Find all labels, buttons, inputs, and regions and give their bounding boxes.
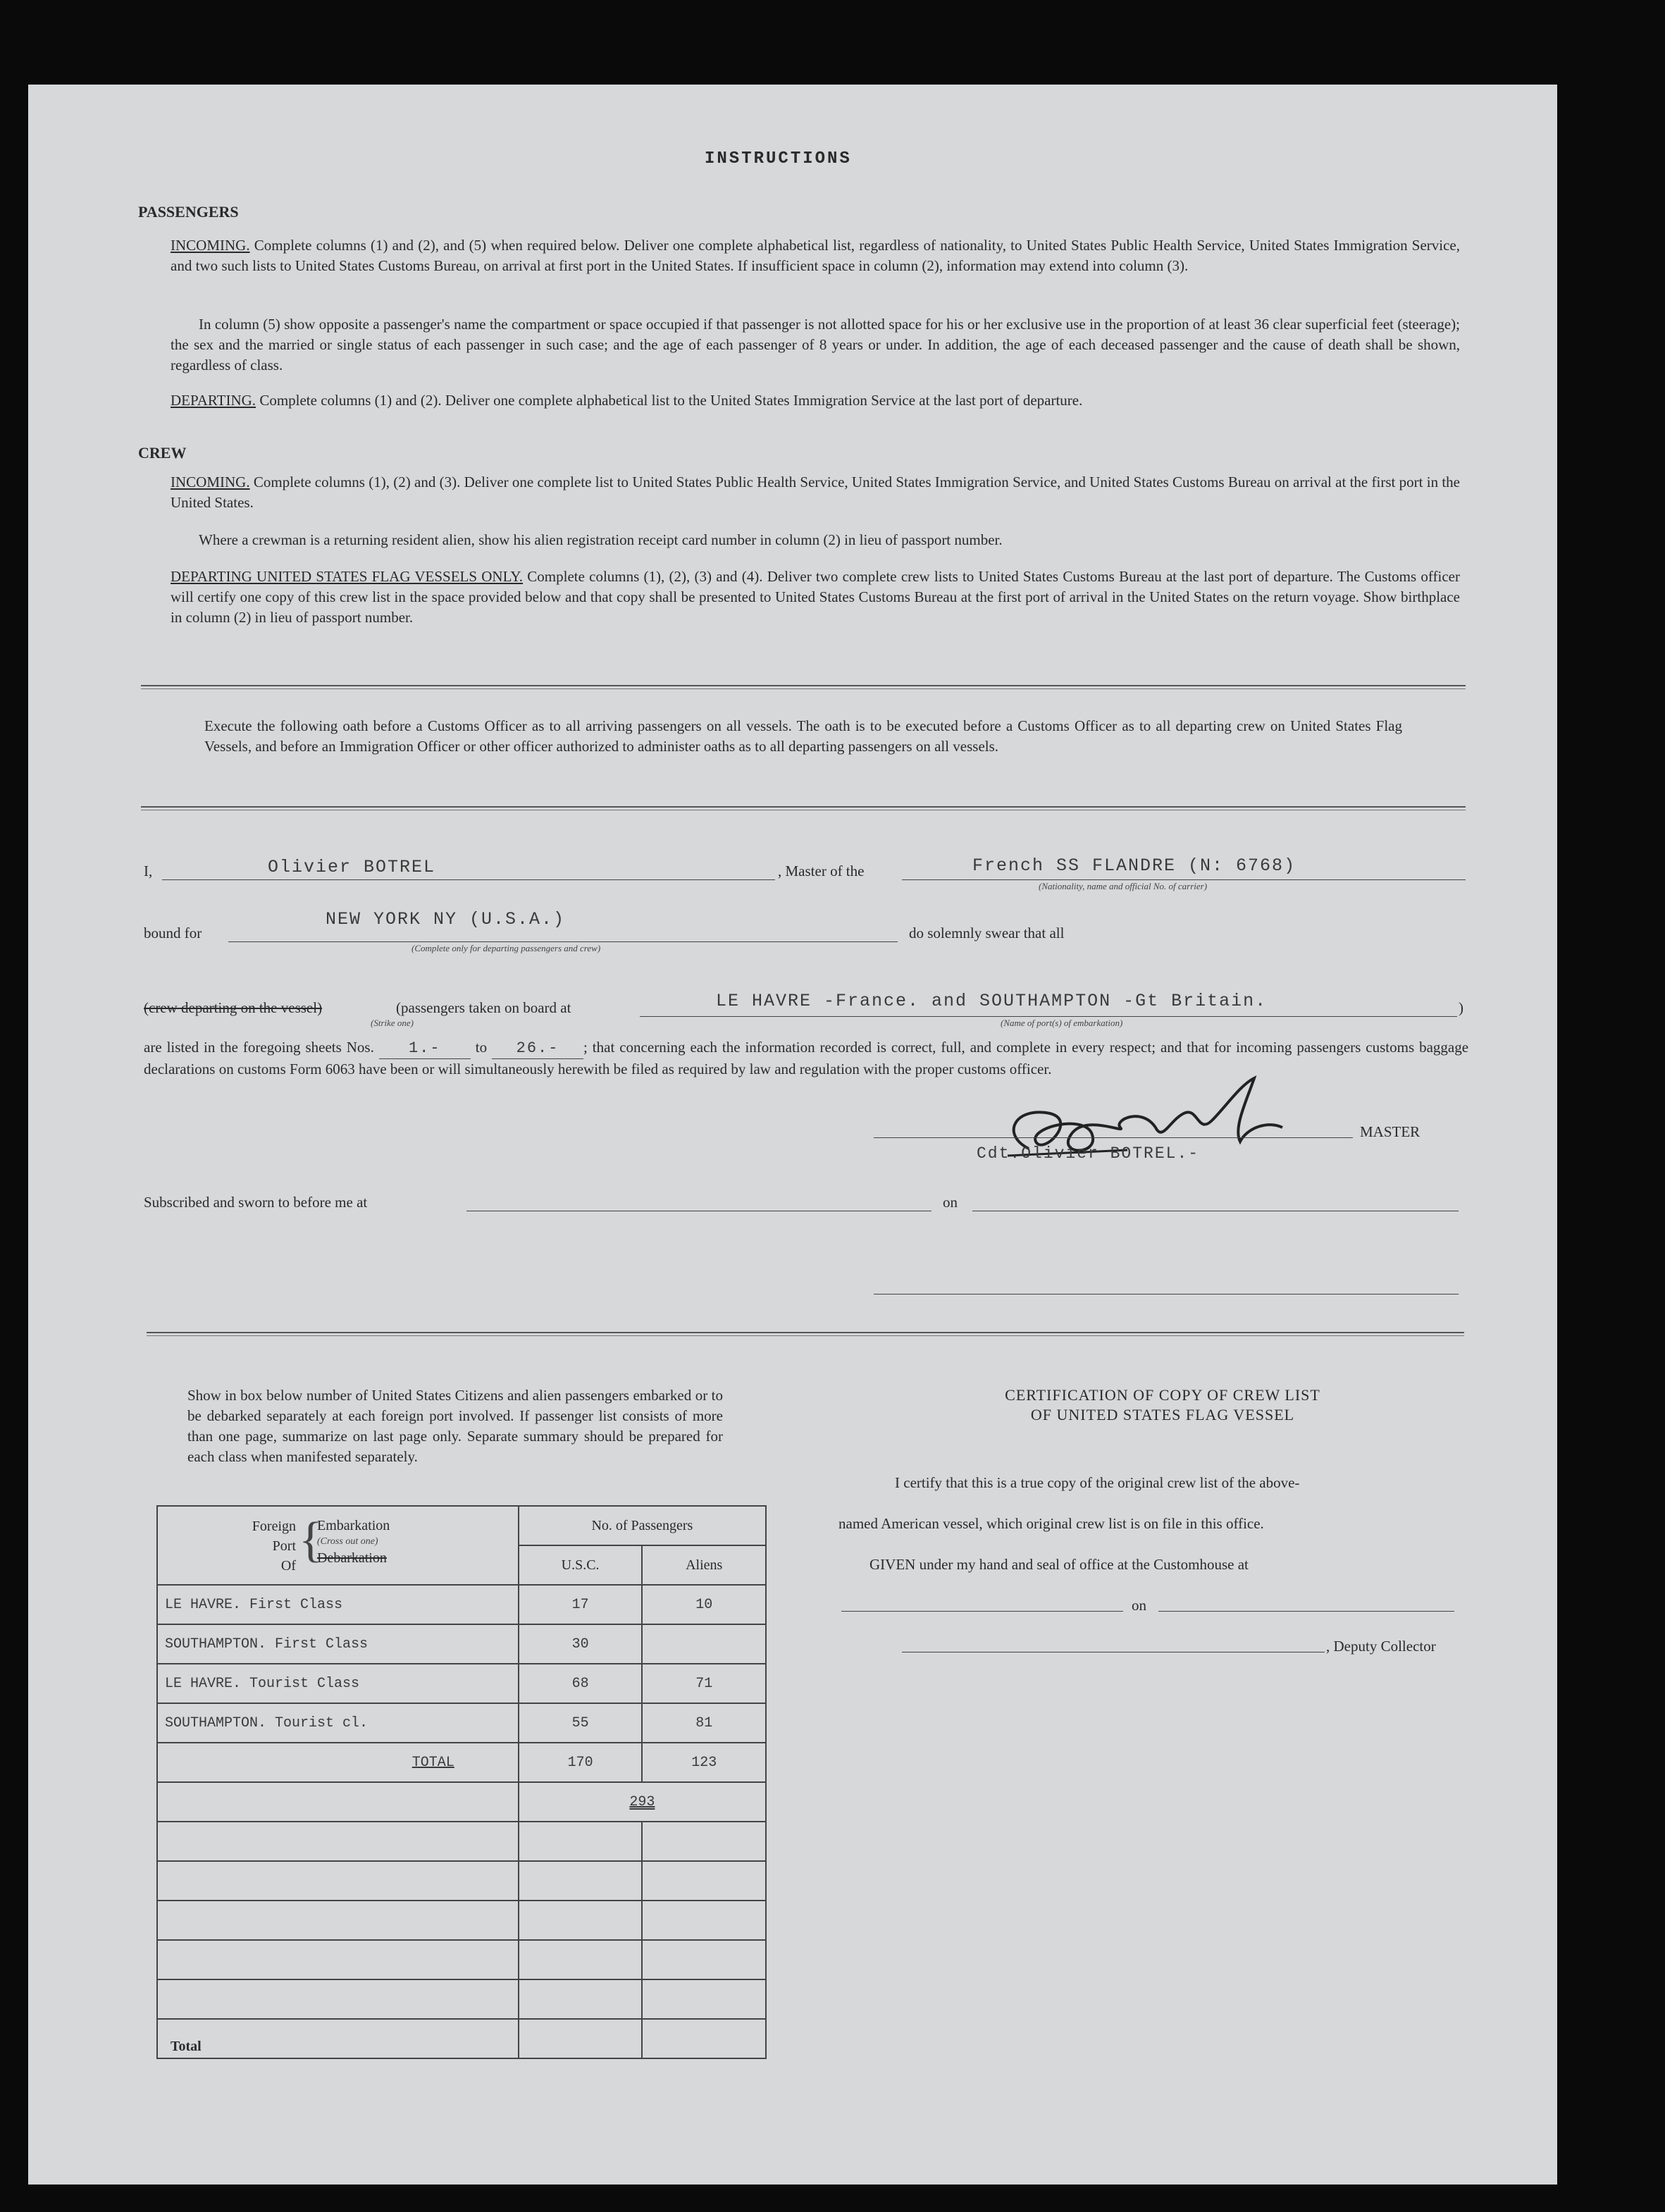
passengers-heading: PASSENGERS (138, 203, 239, 221)
signed-name: Cdt.Olivier BOTREL.- (977, 1144, 1200, 1163)
empty-cell (157, 1782, 519, 1822)
master-label: MASTER (1360, 1123, 1420, 1140)
subscribed-label: Subscribed and sworn to before me at (144, 1194, 368, 1211)
bound-for-label: bound for (144, 925, 202, 941)
header-of: Of (280, 1558, 296, 1574)
sheets-rest: ; that concerning each the information recorded is correct, full, and complete in every respect; and that for incoming passengers customs baggage declarations on customs Form 6063 have been or will simultaneously herewith be filed as required by law and regulation with the proper customs officer. (144, 1039, 1469, 1077)
row-aliens: 71 (642, 1664, 766, 1703)
certification-title-line1: CERTIFICATION OF COPY OF CREW LIST (1005, 1386, 1320, 1404)
crew-departing (171, 567, 1460, 628)
passengers-departing (171, 390, 1460, 411)
divider (141, 806, 1466, 810)
port-header-cell (157, 1506, 519, 1585)
close-paren: ) (1459, 999, 1463, 1016)
total-aliens: 123 (642, 1743, 766, 1782)
certification-title-line2: OF UNITED STATES FLAG VESSEL (1030, 1406, 1295, 1423)
crew-departing-label: (crew departing on the vessel) (144, 999, 323, 1016)
row-aliens: 10 (642, 1585, 766, 1624)
grand-total: 293 (519, 1782, 766, 1822)
row-port: SOUTHAMPTON. Tourist cl. (157, 1703, 519, 1743)
certification-date-line (1158, 1611, 1454, 1612)
officer-signature-line (874, 1294, 1459, 1295)
certification-line1: I certify that this is a true copy of the original crew list of the above- (895, 1474, 1300, 1491)
certification-title (853, 1385, 1473, 1425)
destination: NEW YORK NY (U.S.A.) (326, 909, 566, 929)
embarkation-line (640, 1016, 1457, 1017)
swear-label: do solemnly swear that all (909, 925, 1065, 941)
customhouse-line (841, 1611, 1123, 1612)
vessel-caption: (Nationality, name and official No. of carrier) (1039, 881, 1208, 891)
passengers-departing-text: Complete columns (1) and (2). Deliver one complete alphabetical list to the United States Immigration Service at the last port of departure. (259, 392, 1083, 409)
crew-resident-text: Where a crewman is a returning resident alien, show his alien registration receipt card number in column (2) in lieu of passport number. (199, 531, 1003, 548)
footer-total-label: Total (157, 2019, 519, 2058)
vessel-line (902, 879, 1466, 880)
row-usc: 17 (519, 1585, 643, 1624)
empty-cell (642, 1861, 766, 1901)
crew-heading: CREW (138, 444, 187, 462)
empty-cell (157, 1861, 519, 1901)
row-usc: 68 (519, 1664, 643, 1703)
empty-cell (157, 1822, 519, 1861)
passengers-column5-text: In column (5) show opposite a passenger's name the compartment or space occupied if that passenger is not allotted space for his or her exclusive use in the proportion of at least 36 clear superficial feet (steerage); the sex and the married or single status of each passenger in such case; and the age of each passenger of 8 years or under. In addition, the age of each deceased passenger and the cause of death shall be shown, regardless of class. (171, 316, 1460, 373)
passengers-incoming-label: INCOMING. (171, 237, 250, 254)
row-port: SOUTHAMPTON. First Class (157, 1624, 519, 1664)
total-usc: 170 (519, 1743, 643, 1782)
empty-cell (642, 2019, 766, 2058)
certification-line2: named American vessel, which original crew list is on file in this office. (838, 1515, 1264, 1532)
empty-cell (157, 1901, 519, 1940)
crew-departing-text: Complete columns (1), (2), (3) and (4). Deliver two complete crew lists to United States Customs Bureau at the last port of departure. The Customs officer will certify one copy of this crew list in the space provided below and that copy shall be presented to United States Customs Bureau at the first port of arrival in the United States on the return voyage. Show birthplace in column (2) in lieu of passport number. (171, 568, 1460, 626)
oath-i-label: I, (144, 863, 153, 879)
row-aliens (642, 1624, 766, 1664)
header-port: Port (272, 1538, 296, 1554)
empty-cell (519, 1861, 643, 1901)
row-usc: 55 (519, 1703, 643, 1743)
crew-incoming-text: Complete columns (1), (2) and (3). Deliver one complete list to United States Public Health Service, United States Immigration Service, and United States Customs Bureau on arrival at the first port in the United States. (171, 474, 1461, 511)
embarkation-caption: (Name of port(s) of embarkation) (1001, 1018, 1123, 1028)
row-usc: 30 (519, 1624, 643, 1664)
master-of-label: , Master of the (778, 863, 865, 879)
no-passengers-header: No. of Passengers (519, 1506, 766, 1545)
empty-cell (519, 1979, 643, 2019)
row-port: LE HAVRE. First Class (157, 1585, 519, 1624)
header-embarkation: Embarkation (317, 1518, 390, 1533)
total-label: TOTAL (157, 1743, 519, 1782)
crew-incoming-label: INCOMING. (171, 474, 250, 490)
destination-line (228, 941, 898, 942)
divider (141, 685, 1466, 689)
passengers-incoming-text: Complete columns (1) and (2), and (5) when required below. Deliver one complete alphabetical list, regardless of nationality, to United States Public Health Service, United States Immigration Service, and two such lists to United States Customs Bureau, on arrival at first port in the United States. If insufficient space in column (2), information may extend into column (3). (171, 237, 1460, 274)
deputy-collector-label: , Deputy Collector (1326, 1638, 1436, 1655)
strike-one-caption: (Strike one) (371, 1018, 414, 1028)
aliens-header: Aliens (642, 1545, 766, 1585)
empty-cell (157, 1940, 519, 1979)
passengers-departing-label: DEPARTING. (171, 392, 256, 409)
empty-cell (519, 1901, 643, 1940)
row-port: LE HAVRE. Tourist Class (157, 1664, 519, 1703)
passengers-incoming (171, 235, 1460, 276)
page-title: INSTRUCTIONS (705, 149, 852, 168)
row-aliens: 81 (642, 1703, 766, 1743)
empty-cell (519, 1940, 643, 1979)
document-page (28, 85, 1557, 2185)
master-name-line (162, 879, 775, 880)
passenger-summary-table (156, 1505, 767, 2059)
sheet-to: 26.- (492, 1038, 583, 1059)
empty-cell (642, 1901, 766, 1940)
empty-cell (157, 1979, 519, 2019)
crew-incoming (171, 472, 1460, 513)
empty-cell (642, 1940, 766, 1979)
passengers-taken-label: (passengers taken on board at (396, 999, 571, 1016)
subscribed-on-label: on (943, 1194, 958, 1211)
to-label: to (475, 1039, 488, 1056)
header-cross-out: (Cross out one) (317, 1536, 378, 1547)
header-debarkation: Debarkation (317, 1550, 387, 1566)
certification-on-label: on (1132, 1597, 1146, 1614)
summary-instruction: Show in box below number of United States Citizens and alien passengers embarked or to be debarked separately at each foreign port involved. If passenger list consists of more than one page, summarize on last page only. Separate summary should be prepared for each class when manifested separately. (187, 1387, 723, 1465)
header-foreign: Foreign (252, 1519, 296, 1534)
empty-cell (519, 2019, 643, 2058)
divider (147, 1332, 1464, 1336)
empty-cell (642, 1822, 766, 1861)
certification-line3: GIVEN under my hand and seal of office at the Customhouse at (869, 1556, 1249, 1573)
empty-cell (519, 1822, 643, 1861)
sheets-label: are listed in the foregoing sheets Nos. (144, 1039, 374, 1056)
empty-cell (642, 1979, 766, 2019)
destination-caption: (Complete only for departing passengers and crew) (411, 943, 601, 953)
brace-icon: { (299, 1513, 323, 1567)
master-name: Olivier BOTREL (268, 857, 436, 877)
oath-instruction: Execute the following oath before a Customs Officer as to all arriving passengers on all vessels. The oath is to be executed before a Customs Officer as to all departing crew on United States Flag Vessels, and before an Immigration Officer or other officer authorized to administer oaths as to all departing passengers on all vessels. (204, 717, 1402, 755)
embarkation-ports: LE HAVRE -France. and SOUTHAMPTON -Gt Britain. (716, 991, 1268, 1011)
master-signature-line (874, 1137, 1353, 1138)
usc-header: U.S.C. (519, 1545, 643, 1585)
crew-departing-label: DEPARTING UNITED STATES FLAG VESSELS ONLY. (171, 568, 524, 585)
vessel-name: French SS FLANDRE (N: 6768) (972, 855, 1296, 876)
sheet-from: 1.- (379, 1038, 471, 1059)
